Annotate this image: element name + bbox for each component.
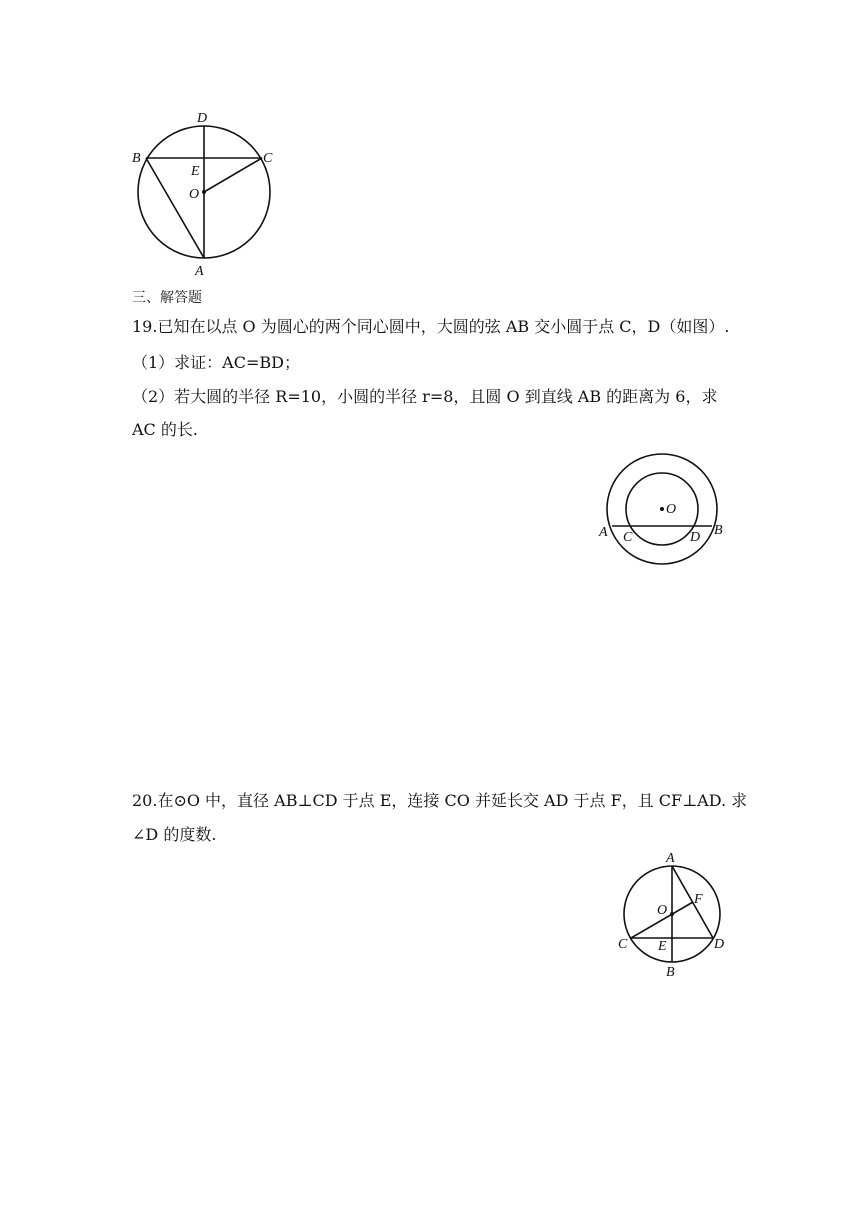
label-d: D [690,530,701,545]
label-f: F [694,892,703,907]
segment-oc [204,158,262,192]
section-heading: 三、解答题 [132,290,202,306]
label-b: B [666,965,675,980]
q20-line2: ∠D 的度数. [132,825,217,844]
q20-line1: 20.在⊙O 中，直径 AB⊥CD 于点 E，连接 CO 并延长交 AD 于点 F，且 CF⊥AD. 求 [132,791,748,810]
q19-line2: （1）求证：AC=BD； [132,353,300,372]
label-c: C [623,530,633,545]
q19-line3: （2）若大圆的半径 R=10，小圆的半径 r=8，且圆 O 到直线 AB 的距离为 6，求 [132,387,718,406]
label-e: E [191,164,200,179]
label-d: D [714,937,725,952]
label-d: D [197,111,208,126]
label-a: A [599,525,608,540]
label-a: A [666,851,675,866]
center-point [660,507,664,511]
label-o: O [666,502,677,517]
label-o: O [189,187,200,202]
label-b: B [714,523,723,538]
label-c: C [263,151,273,166]
figure-circle-perpendicular [612,848,742,983]
center-point [202,190,206,194]
label-c: C [618,937,628,952]
label-o: O [657,903,668,918]
center-point [670,912,674,916]
label-b: B [132,151,141,166]
figure-circle-chord-bc [128,105,288,285]
label-a: A [195,264,204,279]
q19-line4: AC 的长. [132,420,198,439]
figure-concentric-circles [596,450,736,570]
q19-line1: 19.已知在以点 O 为圆心的两个同心圆中，大圆的弦 AB 交小圆于点 C，D（如图）. [132,317,730,336]
label-e: E [658,939,667,954]
